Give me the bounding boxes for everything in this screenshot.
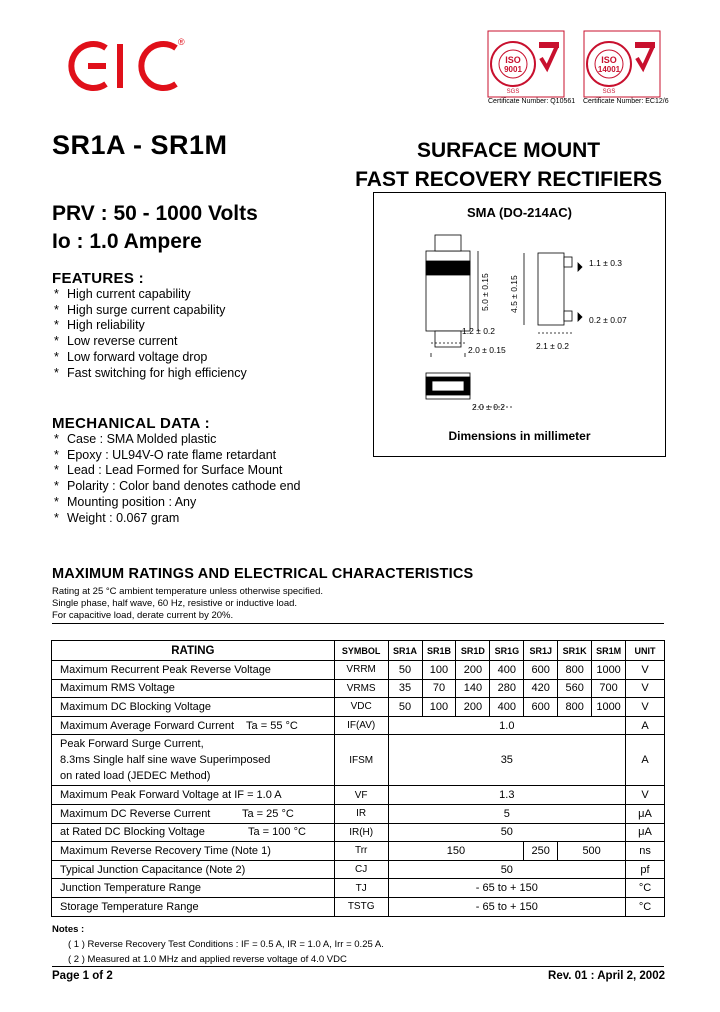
product-title-line2: FAST RECOVERY RECTIFIERS [355, 168, 662, 191]
col-header: SR1B [422, 641, 456, 661]
ratings-heading: MAXIMUM RATINGS AND ELECTRICAL CHARACTERISTICS [52, 566, 474, 582]
iso-9001-badge [487, 30, 565, 108]
table-row: Peak Forward Surge Current, 8.3ms Single half sine wave Superimposed on rated load (JEDEC Method) IFSM 35 A [52, 735, 665, 786]
list-item: * High surge current capability [54, 302, 226, 317]
package-box [373, 192, 666, 457]
io-spec: Io : 1.0 Ampere [52, 230, 202, 253]
rating-conditions [52, 586, 323, 622]
dim-label: 2.0 ± 0.2 [472, 402, 506, 412]
col-header: SR1J [524, 641, 558, 661]
eic-logo [66, 34, 186, 94]
notes [52, 922, 384, 967]
svg-text:14001: 14001 [597, 65, 621, 74]
table-row: Maximum Peak Forward Voltage at IF = 1.0 A VF 1.3 V [52, 786, 665, 805]
condition-line: Single phase, half wave, 60 Hz, resistive or inductive load. [52, 598, 298, 609]
list-item: * Fast switching for high efficiency [54, 365, 247, 380]
table-row: at Rated DC Blocking Voltage Ta = 100 °C IR(H) 50 μA [52, 823, 665, 842]
table-row: Maximum Recurrent Peak Reverse Voltage VRRM 50 100 200 400 600 800 1000 V [52, 661, 665, 680]
list-item: * High reliability [54, 318, 145, 333]
dim-label: 5.0 ± 0.15 [480, 273, 490, 311]
list-item: * Low forward voltage drop [54, 349, 208, 364]
key-specs [52, 200, 258, 256]
col-header: SYMBOL [334, 641, 388, 661]
list-item: * High current capability [54, 287, 191, 301]
svg-text:ISO: ISO [505, 55, 521, 65]
divider [52, 623, 664, 624]
table-row: Maximum RMS Voltage VRMS 35 70 140 280 420 560 700 V [52, 679, 665, 698]
list-item: * Epoxy : UL94V-O rate flame retardant [54, 447, 277, 462]
table-header-row [52, 641, 665, 661]
features-heading: FEATURES : [52, 270, 144, 287]
part-number-title: SR1A - SR1M [52, 130, 228, 160]
package-name: SMA (DO-214AC) [467, 205, 572, 220]
note-item: ( 2 ) Measured at 1.0 MHz and applied reverse voltage of 4.0 VDC [68, 954, 347, 965]
page-number: Page 1 of 2 [52, 970, 113, 982]
cert-caption-14001: Certificate Number: EC12/6 [583, 98, 669, 105]
table-row: Storage Temperature Range TSTG - 65 to + 150 °C [52, 897, 665, 916]
divider [52, 966, 664, 967]
col-header: SR1A [388, 641, 422, 661]
dim-label: 2.1 ± 0.2 [536, 341, 570, 351]
list-item: * Case : SMA Molded plastic [54, 432, 217, 446]
product-title [355, 136, 662, 194]
table-row: Maximum Reverse Recovery Time (Note 1) Trr 150 250 500 ns [52, 842, 665, 861]
iso-14001-badge [583, 30, 661, 108]
ratings-table [51, 640, 665, 917]
col-header: RATING [52, 641, 335, 661]
dim-label: 2.0 ± 0.15 [468, 345, 506, 355]
list-item: * Polarity : Color band denotes cathode end [54, 479, 301, 494]
revision: Rev. 01 : April 2, 2002 [548, 970, 665, 982]
cert-caption-9001: Certificate Number: Q10561 [488, 98, 576, 105]
col-header: SR1K [558, 641, 592, 661]
col-header: SR1D [456, 641, 490, 661]
mechanical-heading: MECHANICAL DATA : [52, 415, 210, 432]
list-item: * Low reverse current [54, 334, 178, 349]
prv-spec: PRV : 50 - 1000 Volts [52, 202, 258, 225]
svg-text:9001: 9001 [504, 65, 522, 74]
col-header: SR1M [592, 641, 626, 661]
list-item: * Lead : Lead Formed for Surface Mount [54, 463, 283, 478]
table-row: Maximum Average Forward Current Ta = 55 °C IF(AV) 1.0 A [52, 716, 665, 735]
col-header: SR1G [490, 641, 524, 661]
table-row: Typical Junction Capacitance (Note 2) CJ 50 pf [52, 860, 665, 879]
package-drawing [374, 193, 665, 456]
condition-line: Rating at 25 °C ambient temperature unless otherwise specified. [52, 586, 323, 597]
features-list [54, 287, 247, 381]
list-item: * Mounting position : Any [54, 494, 197, 509]
dim-label: 1.2 ± 0.2 [462, 326, 496, 336]
registered-mark: ® [178, 37, 185, 47]
svg-text:ISO: ISO [601, 55, 617, 65]
dim-label: 0.2 ± 0.07 [589, 315, 627, 325]
svg-text:SGS: SGS [602, 89, 616, 95]
table-row: Junction Temperature Range TJ - 65 to + 150 °C [52, 879, 665, 898]
table-row: Maximum DC Blocking Voltage VDC 50 100 200 400 600 800 1000 V [52, 698, 665, 717]
svg-text:SGS: SGS [506, 89, 520, 95]
list-item: * Weight : 0.067 gram [54, 510, 180, 525]
package-footer: Dimensions in millimeter [448, 429, 591, 443]
note-item: ( 1 ) Reverse Recovery Test Conditions : IF = 0.5 A, IR = 1.0 A, Irr = 0.25 A. [68, 939, 384, 950]
condition-line: For capacitive load, derate current by 20%. [52, 610, 234, 621]
table-row: Maximum DC Reverse Current Ta = 25 °C IR 5 μA [52, 804, 665, 823]
notes-heading: Notes : [52, 924, 85, 935]
col-header: UNIT [626, 641, 665, 661]
dim-label: 4.5 ± 0.15 [509, 275, 519, 313]
dim-label: 1.1 ± 0.3 [589, 258, 623, 268]
product-title-line1: SURFACE MOUNT [416, 139, 601, 162]
mechanical-list [54, 432, 301, 526]
